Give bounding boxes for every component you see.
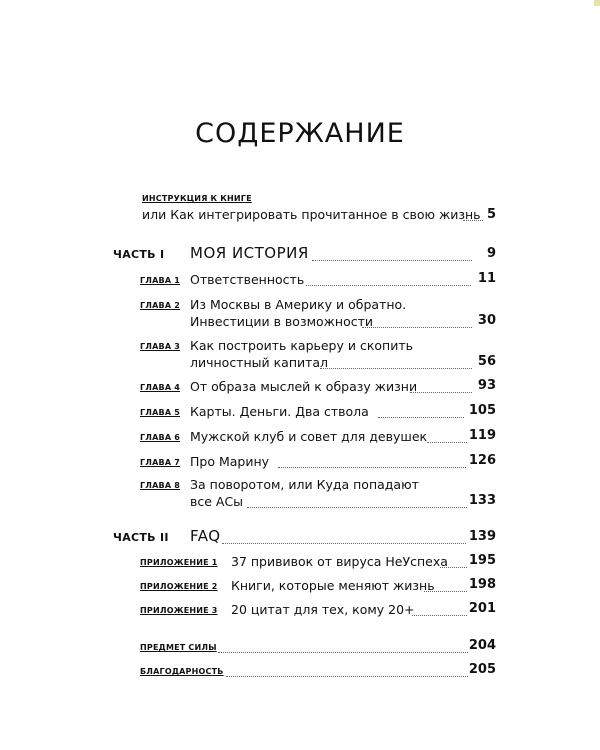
- extra-label: ПРЕДМЕТ СИЛЫ: [140, 643, 217, 652]
- chapter-label: ГЛАВА 4: [140, 383, 180, 392]
- dot-leader: [222, 543, 466, 544]
- dot-leader: [320, 368, 472, 369]
- chapter-title-line2: все АСы: [190, 494, 244, 509]
- dot-leader: [247, 507, 467, 508]
- page-number: 11: [477, 271, 496, 286]
- chapter-title: От образа мыслей к образу жизни: [190, 379, 418, 394]
- chapter-label: ГЛАВА 3: [140, 342, 180, 351]
- chapter-title-line2: Инвестиции в возможности: [190, 314, 374, 329]
- chapter-label: ГЛАВА 8: [140, 481, 180, 490]
- part-label: ЧАСТЬ I: [113, 248, 165, 261]
- dot-leader: [306, 285, 471, 286]
- chapter-title: Карты. Деньги. Два ствола: [190, 404, 369, 419]
- chapter-title: Про Марину: [190, 454, 270, 469]
- page-number: 93: [477, 378, 496, 393]
- toc-entry-intro[interactable]: [0, 194, 600, 230]
- appendix-title: 37 прививок от вируса НеУспеха: [231, 554, 448, 569]
- intro-label: ИНСТРУКЦИЯ К КНИГЕ: [142, 194, 252, 203]
- page-number: 195: [468, 553, 496, 568]
- page-number: 139: [468, 529, 496, 544]
- page-title: СОДЕРЖАНИЕ: [195, 118, 405, 149]
- part-title: МОЯ ИСТОРИЯ: [190, 244, 309, 262]
- page-number: 105: [468, 403, 496, 418]
- chapter-title: Мужской клуб и совет для девушек: [190, 429, 428, 444]
- page-corner-mark: [594, 0, 600, 6]
- toc-entry-chapter[interactable]: [0, 378, 600, 398]
- toc-entry-part2[interactable]: [0, 528, 600, 550]
- toc-entry-chapter[interactable]: [0, 453, 600, 473]
- appendix-label: ПРИЛОЖЕНИЕ 1: [140, 558, 218, 567]
- chapter-title: Из Москвы в Америку и обратно.: [190, 297, 407, 312]
- toc-entry-extra[interactable]: [0, 638, 600, 658]
- chapter-title: Как построить карьеру и скопить: [190, 338, 413, 353]
- dot-leader: [226, 676, 468, 677]
- page-number: 119: [468, 428, 496, 443]
- dot-leader: [312, 260, 472, 261]
- page-number: 9: [486, 246, 496, 261]
- page-number: 205: [468, 662, 496, 677]
- page-number: 5: [486, 207, 496, 222]
- page-number: 133: [468, 493, 496, 508]
- appendix-label: ПРИЛОЖЕНИЕ 2: [140, 582, 218, 591]
- extra-label: БЛАГОДАРНОСТЬ: [140, 667, 224, 676]
- toc-entry-chapter[interactable]: [0, 296, 600, 332]
- page-number: 204: [468, 638, 496, 653]
- appendix-title: Книги, которые меняют жизнь: [231, 578, 435, 593]
- page-number: 126: [468, 453, 496, 468]
- part-label: ЧАСТЬ II: [113, 531, 169, 544]
- intro-text: или Как интегрировать прочитанное в свою жизнь: [142, 207, 481, 222]
- part-title: FAQ: [190, 527, 221, 545]
- toc-entry-chapter[interactable]: [0, 337, 600, 373]
- appendix-title: 20 цитат для тех, кому 20+: [231, 602, 415, 617]
- dot-leader: [378, 417, 464, 418]
- dot-leader: [278, 467, 466, 468]
- toc-entry-part1[interactable]: [0, 245, 600, 267]
- toc-entry-extra[interactable]: [0, 662, 600, 682]
- chapter-label: ГЛАВА 5: [140, 408, 180, 417]
- page-number: 30: [477, 313, 496, 328]
- toc-entry-chapter[interactable]: [0, 476, 600, 512]
- page-number: 201: [468, 601, 496, 616]
- toc-entry-chapter[interactable]: [0, 271, 600, 291]
- dot-leader: [218, 652, 468, 653]
- chapter-label: ГЛАВА 1: [140, 276, 180, 285]
- chapter-title: За поворотом, или Куда попадают: [190, 477, 419, 492]
- toc-entry-chapter[interactable]: [0, 428, 600, 448]
- page-number: 198: [468, 577, 496, 592]
- toc-entry-appendix[interactable]: [0, 601, 600, 621]
- toc-entry-chapter[interactable]: [0, 403, 600, 423]
- toc-entry-appendix[interactable]: [0, 577, 600, 597]
- page-number: 56: [477, 354, 496, 369]
- chapter-label: ГЛАВА 6: [140, 433, 180, 442]
- chapter-title: Ответственность: [190, 272, 305, 287]
- appendix-label: ПРИЛОЖЕНИЕ 3: [140, 606, 218, 615]
- chapter-label: ГЛАВА 2: [140, 301, 180, 310]
- chapter-label: ГЛАВА 7: [140, 458, 180, 467]
- toc-entry-appendix[interactable]: [0, 553, 600, 573]
- chapter-title-line2: личностный капитал: [190, 355, 329, 370]
